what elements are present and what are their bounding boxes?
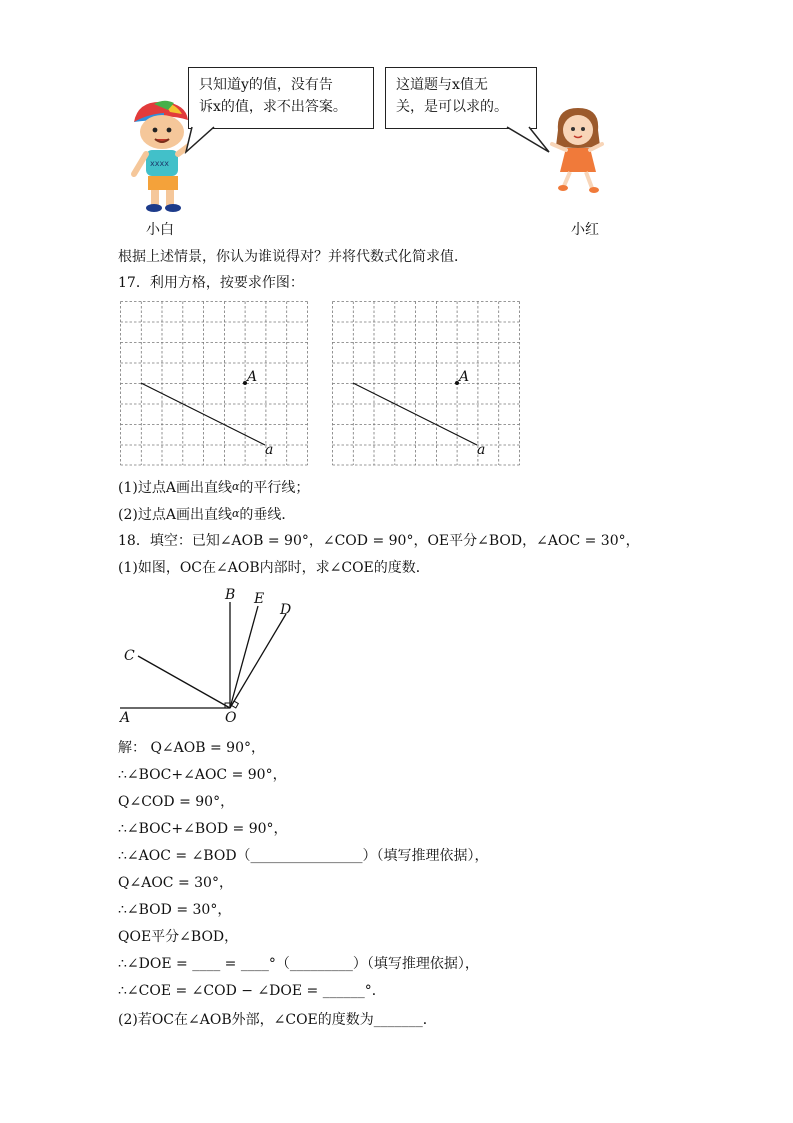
- q17-part1: [118, 478, 309, 497]
- solution-line-9: ∴∠DOE = ____ = ____°（_________）（填写推理依据），: [118, 956, 479, 972]
- grid2-line-label: a: [477, 442, 486, 458]
- label-E: E: [254, 591, 265, 607]
- solution-line-6: Q∠AOC = 30°，: [118, 875, 233, 891]
- right-bubble-tail: [505, 126, 555, 156]
- solution-line-4: ∴∠BOC+∠BOD = 90°，: [118, 821, 288, 837]
- grid2-point-label: A: [459, 369, 470, 385]
- q17-part1-tail: 的平行线；: [239, 480, 310, 496]
- label-A: A: [120, 710, 131, 726]
- solution-line-10: ∴∠COE = ∠COD − ∠DOE = ______°．: [118, 983, 386, 999]
- solution-line-1: 解： Q∠AOB = 90°，: [118, 740, 265, 756]
- q18-part1: (1)如图，OC在∠AOB内部时，求∠COE的度数．: [118, 560, 430, 576]
- girl-xiaohong-illustration: [548, 106, 608, 196]
- grid-figure-2: [332, 301, 522, 466]
- grid1-line-label: a: [265, 442, 274, 458]
- q18-part2: (2)若OC在∠AOB外部，∠COE的度数为_______．: [118, 1012, 437, 1028]
- solution-line-3: Q∠COD = 90°，: [118, 794, 235, 810]
- left-speech-line-1: 只知道y的值，没有告: [199, 77, 333, 93]
- left-bubble-tail: [184, 126, 224, 156]
- line-a-2: [353, 383, 477, 445]
- q16-question-text: 根据上述情景，你认为谁说得对？并将代数式化简求值．: [118, 249, 468, 265]
- label-D: D: [280, 602, 292, 618]
- name-xiaobai: 小白: [146, 222, 174, 238]
- label-C: C: [124, 648, 135, 664]
- solution-line-2: ∴∠BOC+∠AOC = 90°，: [118, 767, 287, 783]
- q17-part2-alpha: α: [231, 507, 240, 520]
- right-speech-line-1: 这道题与x值无: [396, 77, 488, 93]
- solution-line-5: ∴∠AOC = ∠BOD（________________）（填写推理依据），: [118, 848, 489, 864]
- label-B: B: [225, 587, 236, 603]
- solution-line-8: QOE平分∠BOD，: [118, 929, 239, 945]
- q17-part2-tail: 的垂线．: [239, 507, 296, 523]
- line-a-1: [141, 383, 265, 445]
- q17-title: 17．利用方格，按要求作图：: [118, 275, 304, 291]
- label-O: O: [225, 710, 237, 726]
- solution-line-7: ∴∠BOD = 30°，: [118, 902, 232, 918]
- q17-part1-alpha: α: [231, 480, 240, 493]
- left-speech-bubble: [188, 67, 374, 129]
- q17-part2: [118, 505, 295, 524]
- left-speech-line-2: 诉x的值，求不出答案。: [199, 99, 347, 115]
- svg-text:xxxx: xxxx: [150, 159, 169, 168]
- right-speech-bubble: [385, 67, 537, 129]
- q18-title: 18．填空：已知∠AOB = 90°，∠COD = 90°，OE平分∠BOD，∠AOC = 30°，: [118, 533, 640, 549]
- q17-part1-text: (1)过点A画出直线: [118, 480, 232, 496]
- name-xiaohong: 小红: [571, 222, 599, 238]
- grid1-point-label: A: [247, 369, 258, 385]
- q17-part2-text: (2)过点A画出直线: [118, 507, 232, 523]
- grid-figure-1: [120, 301, 310, 466]
- right-speech-line-2: 关，是可以求的。: [396, 99, 508, 115]
